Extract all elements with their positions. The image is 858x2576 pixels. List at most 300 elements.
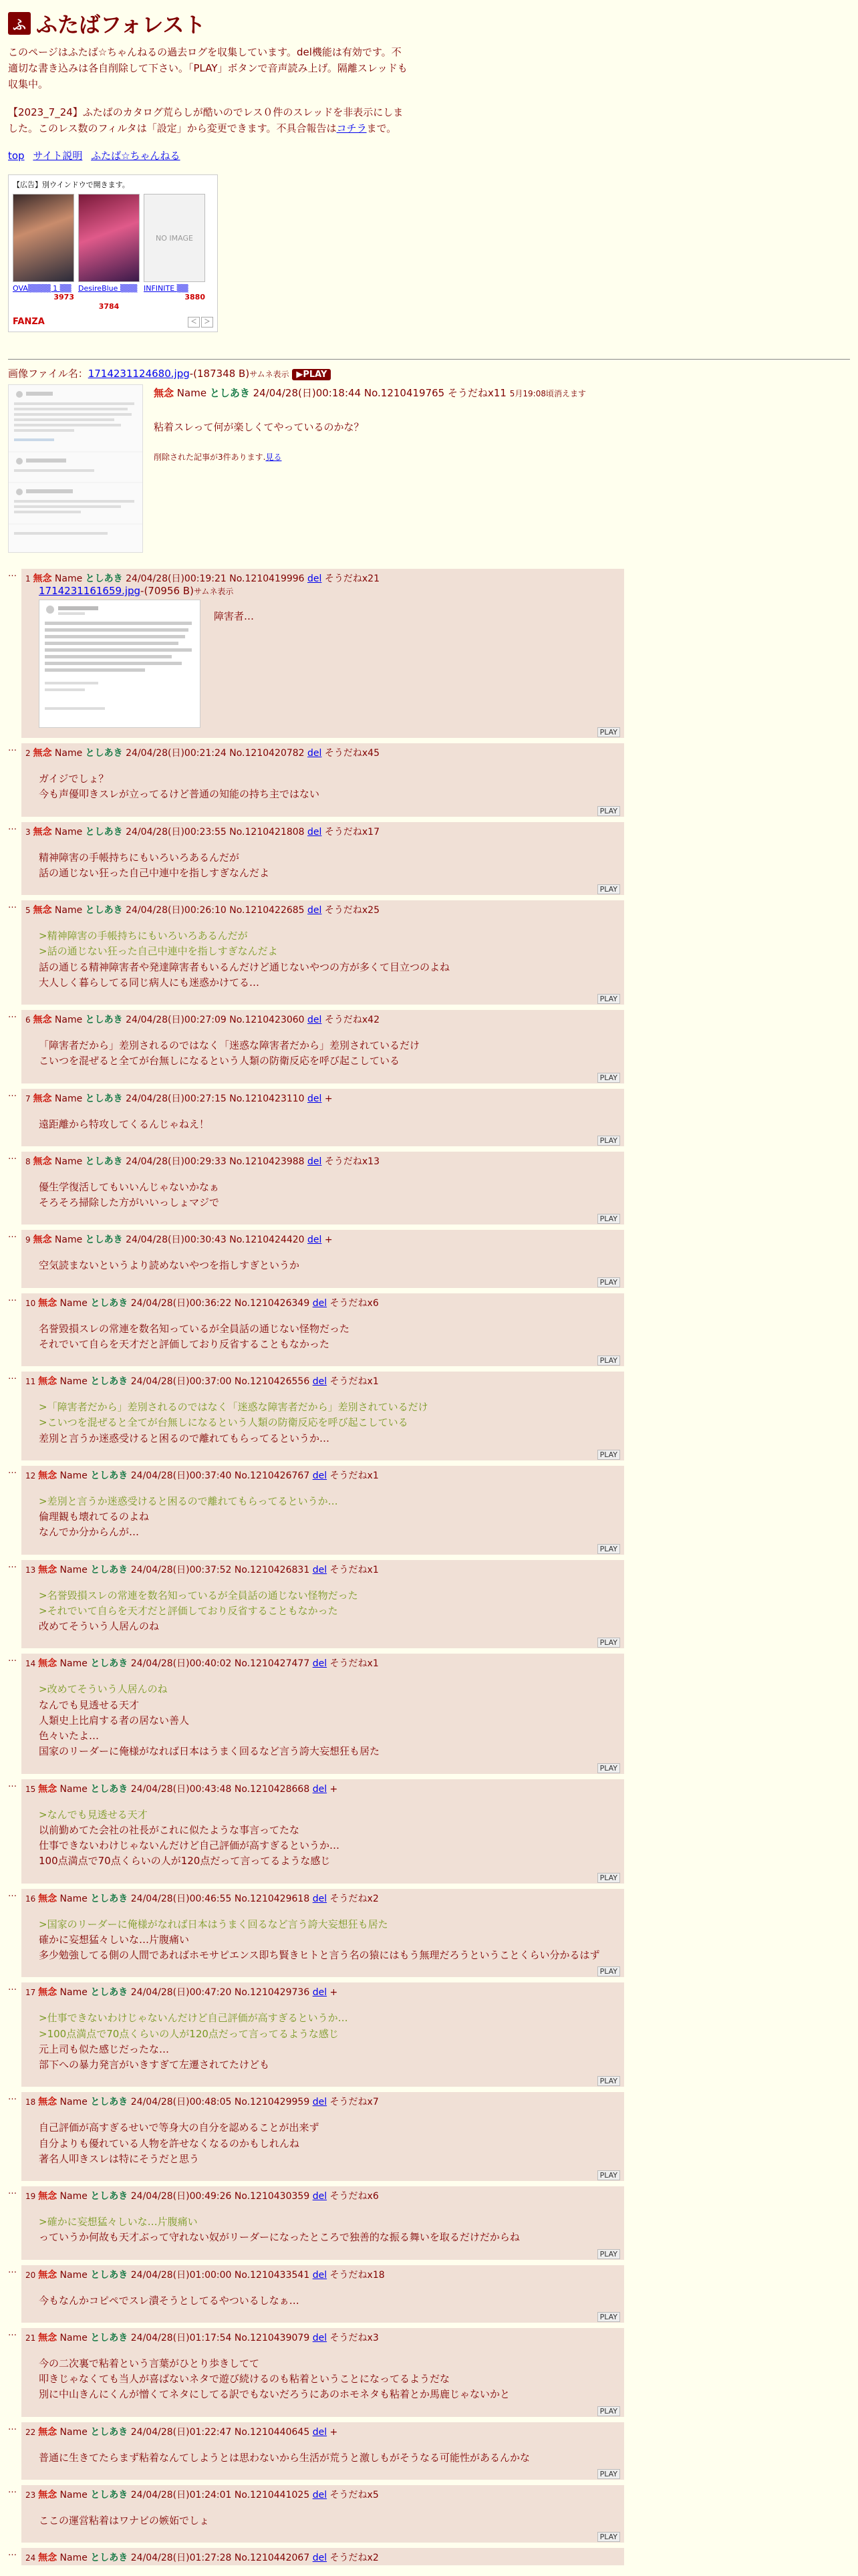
reply-play-button[interactable]: PLAY — [597, 727, 620, 737]
reply-body — [39, 1258, 620, 1273]
reply-name-label: Name — [59, 1893, 88, 1904]
reply-dots: … — [8, 1654, 17, 1664]
reply-name-label: Name — [59, 1297, 88, 1309]
soudane-button[interactable]: + — [324, 1093, 333, 1104]
reply-play-row — [25, 885, 620, 894]
reply-datetime: 24/04/28(日)01:27:28 — [130, 2553, 232, 2563]
reply — [8, 2328, 850, 2417]
reply-dots: … — [8, 821, 17, 832]
site-logo[interactable]: ふ — [8, 12, 31, 35]
soudane-button[interactable]: そうだねx17 — [324, 826, 380, 838]
reply-line: >こいつを混ぜると全てが台無しになるという人類の防衛反応を呼び起こしている — [39, 1416, 408, 1429]
reply-line: 今も声優叩きスレが立ってるけど普通の知能の持ち主ではない — [39, 788, 320, 801]
reply — [8, 1779, 850, 1884]
reply-subject: 無念 — [33, 748, 52, 759]
reply-play-row — [25, 2077, 620, 2085]
soudane-button[interactable]: そうだねx21 — [324, 573, 380, 584]
reply-line: 国家のリーダーに俺様がなれば日本はうまく回るなど言う誇大妄想狂も居た — [39, 1745, 380, 1758]
soudane-button[interactable]: そうだねx25 — [324, 905, 380, 916]
reply-line: 遠距離から特攻してくるんじゃねえ！ — [39, 1118, 210, 1130]
del-link[interactable]: del — [307, 1156, 322, 1167]
ad-item-name[interactable]: DesireBlue ▒▒▒ — [78, 284, 138, 293]
reply-body — [39, 771, 620, 803]
reply-dots: … — [8, 1010, 17, 1020]
reply-header — [25, 825, 620, 838]
reply-post — [21, 1230, 624, 1287]
reply-datetime: 24/04/28(日)00:36:22 — [130, 1297, 232, 1309]
reply-header — [25, 1091, 620, 1105]
reply — [8, 2422, 850, 2480]
soudane-button[interactable]: そうだねx1 — [329, 1470, 379, 1481]
reply-post — [21, 2265, 624, 2323]
site-title: ふたばフォレスト — [36, 12, 206, 37]
reply-list — [8, 569, 850, 2565]
del-link[interactable]: del — [307, 826, 322, 838]
del-link[interactable]: del — [312, 1470, 327, 1481]
reply-play-button[interactable]: PLAY — [597, 994, 620, 1004]
reply-line: 確かに妄想猛々しいな…片腹痛い — [39, 1933, 190, 1946]
reply-line: 差別と言うか迷惑受けると困るので離れてもらってるというか… — [39, 1432, 330, 1444]
reply — [8, 2548, 850, 2565]
op-file-link[interactable]: 1714231124680.jpg — [88, 368, 190, 380]
reply-datetime: 24/04/28(日)00:49:26 — [130, 2191, 232, 2202]
reply — [8, 1293, 850, 1367]
reply-number[interactable]: No.1210429959 — [234, 2097, 310, 2108]
reply-name: としあき — [90, 2269, 128, 2281]
ad-item-name[interactable]: INFINITE ▒▒ — [144, 284, 188, 293]
reply-line: >なんでも見透せる天才 — [39, 1808, 148, 1821]
reply-dots: … — [8, 1230, 17, 1241]
soudane-button[interactable]: そうだねx18 — [329, 2269, 385, 2281]
op-thumbnail[interactable] — [8, 384, 143, 553]
ad-item[interactable] — [78, 194, 140, 311]
reply-header — [25, 2425, 620, 2438]
reply-play-button[interactable]: PLAY — [597, 1544, 620, 1554]
reply — [8, 1010, 850, 1083]
soudane-button[interactable]: そうだねx3 — [329, 2332, 379, 2343]
ad-item[interactable] — [13, 194, 74, 311]
reply-line: >仕事できないわけじゃないんだけど自己評価が高すぎるというか… — [39, 2012, 348, 2025]
reply-header — [25, 571, 620, 585]
reply-header — [25, 1782, 620, 1795]
ad-heading: 【広告】別ウインドウで開きます。 — [13, 180, 130, 189]
reply-dots: … — [8, 1465, 17, 1476]
reply-play-button[interactable]: PLAY — [597, 2312, 620, 2322]
reply — [8, 2265, 850, 2323]
del-link[interactable]: del — [312, 2426, 327, 2438]
reply-line: 名誉毀損スレの常連を数名知っているが全員話の通じない怪物だった — [39, 1322, 350, 1335]
reply-header — [25, 903, 620, 916]
reply-line: 多少勉強してる側の人間であればホモサピエンス即ち賢きヒトと言う名の猿にはもう無理だろうということくらい分かるはず — [39, 1949, 600, 1961]
reply-dots: … — [8, 1982, 17, 1993]
reply-name: としあき — [90, 1987, 128, 1999]
soudane-button[interactable]: そうだねx6 — [329, 2191, 379, 2202]
reply-line: >精神障害の手帳持ちにもいろいろあるんだが — [39, 930, 248, 942]
reply-line: ガイジでしょ？ — [39, 773, 109, 785]
reply-subject: 無念 — [38, 1987, 57, 1999]
reply-subject: 無念 — [38, 1658, 57, 1670]
reply — [8, 1152, 850, 1225]
reply-line: ここの運営粘着はワナビの嫉妬でしょ — [39, 2514, 210, 2527]
reply-name-label: Name — [54, 905, 83, 916]
reply-number[interactable]: No.1210433541 — [234, 2269, 310, 2281]
reply-datetime: 24/04/28(日)00:43:48 — [130, 1783, 232, 1795]
reply-dots: … — [8, 1779, 17, 1789]
reply-name-label: Name — [54, 748, 83, 759]
reply-play-button[interactable]: PLAY — [597, 2406, 620, 2416]
del-link[interactable]: del — [312, 2553, 327, 2563]
reply-play-button[interactable]: PLAY — [597, 1073, 620, 1083]
reply-play-button[interactable]: PLAY — [597, 1873, 620, 1883]
reply-line: 話の通じる精神障害者や発達障害者もいるんだけど通じないやつの方が多くて目立つのよね — [39, 960, 450, 973]
reply-line: >「障害者だから」差別されるのではなく「迷惑な障害者だから」差別されているだけ — [39, 1401, 428, 1413]
reply-body — [39, 1180, 620, 1211]
op-file-line: 画像ファイル名：1714231124680.jpg-(187348 B)サムネ表示 ▶PLAY — [8, 366, 850, 380]
reply-post — [21, 1466, 624, 1555]
reply-body — [39, 2214, 620, 2246]
reply-number[interactable]: No.1210442067 — [234, 2553, 310, 2563]
reply-number[interactable]: No.1210424420 — [229, 1235, 305, 1246]
del-link[interactable]: del — [312, 1658, 327, 1670]
del-link[interactable]: del — [307, 1093, 322, 1104]
reply-play-button[interactable]: PLAY — [597, 2469, 620, 2479]
reply-number[interactable]: No.1210420782 — [229, 748, 305, 759]
soudane-button[interactable]: そうだねx45 — [324, 748, 380, 759]
reply-subject: 無念 — [38, 1893, 57, 1904]
reply-number[interactable]: No.1210426767 — [234, 1470, 310, 1481]
ad-prev-button[interactable]: ＜ — [188, 317, 200, 328]
reply-dots: … — [8, 743, 17, 753]
reply-play-button[interactable]: PLAY — [597, 1966, 620, 1976]
reply-post — [21, 1152, 624, 1225]
bug-report-link[interactable]: コチラ — [336, 122, 367, 134]
ad-thumbnail[interactable] — [13, 194, 74, 282]
reply-number[interactable]: No.1210422685 — [229, 905, 305, 916]
reply-play-button[interactable]: PLAY — [597, 1638, 620, 1648]
reply-header — [25, 1656, 620, 1670]
del-link[interactable]: del — [307, 1015, 322, 1025]
reply-post — [21, 822, 624, 896]
reply-datetime: 24/04/28(日)00:37:40 — [130, 1470, 232, 1481]
op-soudane[interactable]: そうだねx11 — [448, 387, 507, 399]
reply-number[interactable]: No.1210429618 — [234, 1893, 310, 1904]
reply-number[interactable]: No.1210426831 — [234, 1564, 310, 1575]
op-thumbnail-image — [9, 385, 142, 552]
reply-post — [21, 1779, 624, 1884]
reply-number[interactable]: No.1210428668 — [234, 1783, 310, 1795]
reply-dots: … — [8, 2265, 17, 2275]
soudane-button[interactable]: + — [329, 1783, 338, 1795]
del-link[interactable]: del — [312, 1893, 327, 1904]
ad-item-name[interactable]: OVA▒▒▒▒ 1 ▒▒ — [13, 284, 72, 293]
reply-play-row — [25, 2313, 620, 2321]
reply-number[interactable]: No.1210439079 — [234, 2332, 310, 2343]
del-link[interactable]: del — [307, 748, 322, 759]
reply-datetime: 24/04/28(日)00:30:43 — [126, 1235, 227, 1246]
reply-line: 色々いたよ… — [39, 1730, 100, 1742]
reply-line: >名誉毀損スレの常連を数名知っているが全員話の通じない怪物だった — [39, 1589, 358, 1601]
soudane-button[interactable]: そうだねx6 — [329, 1297, 379, 1309]
reply-number[interactable]: No.1210441025 — [234, 2489, 310, 2500]
reply-play-button[interactable]: PLAY — [597, 806, 620, 816]
reply-name: としあき — [90, 1783, 128, 1795]
reply-line: >改めてそういう人居んのね — [39, 1683, 168, 1696]
reply-play-button[interactable]: PLAY — [597, 1136, 620, 1146]
reply-datetime: 24/04/28(日)00:23:55 — [126, 826, 227, 838]
reply-line: 「障害者だから」差別されるのではなく「迷惑な障害者だから」差別されているだけ — [39, 1039, 420, 1051]
reply-thumbnail[interactable] — [39, 600, 200, 728]
reply-header — [25, 1468, 620, 1482]
reply-dots: … — [8, 1088, 17, 1099]
reply-index: 6 — [25, 1015, 33, 1025]
reply-line: っていうか何故も天才ぶって守れない奴がリーダーになったところで独善的な振る舞いを取るだけだからね — [39, 2231, 520, 2244]
ad-item-price: 3784 — [98, 302, 120, 311]
reply-subject: 無念 — [33, 1015, 52, 1025]
soudane-button[interactable]: そうだねx1 — [329, 1564, 379, 1575]
reply-post — [21, 1654, 624, 1773]
reply-play-row — [25, 1073, 620, 1082]
reply-play-button[interactable]: PLAY — [597, 2249, 620, 2259]
reply-number[interactable]: No.1210429736 — [234, 1987, 310, 1999]
reply — [8, 1089, 850, 1146]
reply-subject: 無念 — [38, 1376, 57, 1387]
reply-number[interactable]: No.1210423060 — [229, 1015, 305, 1025]
reply-name: としあき — [85, 1235, 123, 1246]
del-link[interactable]: del — [307, 1235, 322, 1246]
reply-line: >国家のリーダーに俺様がなれば日本はうまく回るなど言う誇大妄想狂も居た — [39, 1918, 388, 1930]
reply-name-label: Name — [59, 2553, 88, 2563]
reply-play-button[interactable]: PLAY — [597, 1450, 620, 1460]
soudane-button[interactable]: そうだねx5 — [329, 2489, 379, 2500]
soudane-button[interactable]: + — [329, 1987, 338, 1999]
reply-play-row — [25, 728, 620, 737]
reply-file-link[interactable]: 1714231161659.jpg — [39, 585, 141, 597]
reply-number[interactable]: No.1210440645 — [234, 2426, 310, 2438]
reply-subject: 無念 — [33, 1156, 52, 1167]
reply-datetime: 24/04/28(日)01:22:47 — [130, 2426, 232, 2438]
reply-dots: … — [8, 1559, 17, 1570]
reply-number[interactable]: No.1210426556 — [234, 1376, 310, 1387]
reply-line: 著名人叩きスレは特にそうだと思う — [39, 2152, 200, 2165]
reply-datetime: 24/04/28(日)00:29:33 — [126, 1156, 227, 1167]
reply-line: それでいて自らを天才だと評価しており反省することもなかった — [39, 1337, 330, 1350]
reply-line: 話の通じない狂った自己中連中を指しすぎなんだよ — [39, 866, 270, 879]
soudane-button[interactable]: そうだねx7 — [329, 2097, 379, 2108]
op-play-button[interactable]: ▶PLAY — [292, 369, 331, 380]
reply-name-label: Name — [54, 573, 83, 584]
reply-body — [39, 2450, 620, 2466]
reply-play-row — [25, 2407, 620, 2416]
reply-dots: … — [8, 2548, 17, 2558]
reply-post — [21, 2422, 624, 2480]
reply-index: 24 — [25, 2553, 39, 2563]
reply — [8, 2485, 850, 2543]
reply-header — [25, 2331, 620, 2344]
del-link[interactable]: del — [312, 1564, 327, 1575]
nav-top-link[interactable]: top — [8, 150, 25, 162]
del-link[interactable]: del — [312, 1987, 327, 1999]
reply-subject: 無念 — [38, 1297, 57, 1309]
reply-play-button[interactable]: PLAY — [597, 1763, 620, 1773]
reply-name: としあき — [85, 1156, 123, 1167]
reply-dots: … — [8, 2092, 17, 2103]
soudane-button[interactable]: そうだねx1 — [329, 1376, 379, 1387]
soudane-button[interactable]: そうだねx2 — [329, 1893, 379, 1904]
del-link[interactable]: del — [312, 2097, 327, 2108]
reply-play-button[interactable]: PLAY — [597, 2170, 620, 2180]
reply-subject: 無念 — [33, 826, 52, 838]
reply-file-line — [39, 585, 620, 597]
del-link[interactable]: del — [312, 2269, 327, 2281]
reply-dots: … — [8, 1888, 17, 1899]
reply — [8, 1466, 850, 1555]
reply-play-button[interactable]: PLAY — [597, 884, 620, 894]
show-deleted-link[interactable]: 見る — [265, 453, 282, 462]
reply-subject: 無念 — [38, 2489, 57, 2500]
reply-datetime: 24/04/28(日)00:27:09 — [126, 1015, 227, 1025]
reply-line: 空気読まないというより読めないやつを指しすぎというか — [39, 1259, 300, 1272]
reply-number[interactable]: No.1210426349 — [234, 1297, 310, 1309]
soudane-button[interactable]: + — [324, 1235, 333, 1246]
reply-name: としあき — [85, 826, 123, 838]
reply-index: 13 — [25, 1565, 39, 1575]
reply-play-button[interactable]: PLAY — [597, 1277, 620, 1287]
reply-index: 18 — [25, 2097, 39, 2107]
reply-header — [25, 1296, 620, 1309]
reply-datetime: 24/04/28(日)00:47:20 — [130, 1987, 232, 1999]
del-link[interactable]: del — [312, 1783, 327, 1795]
reply-name-label: Name — [54, 1093, 83, 1104]
reply-post — [21, 743, 624, 817]
reply-number[interactable]: No.1210427477 — [234, 1658, 310, 1670]
reply-subject: 無念 — [38, 2332, 57, 2343]
reply-name-label: Name — [59, 2332, 88, 2343]
ad-thumbnail[interactable] — [78, 194, 140, 282]
del-link[interactable]: del — [312, 2191, 327, 2202]
reply-body — [39, 1494, 620, 1541]
reply-body — [39, 1400, 620, 1446]
reply-post — [21, 1982, 624, 2087]
reply-datetime: 24/04/28(日)00:37:52 — [130, 1564, 232, 1575]
reply-name: としあき — [90, 1893, 128, 1904]
reply — [8, 743, 850, 817]
reply-post — [21, 1089, 624, 1146]
reply-play-row — [25, 1967, 620, 1976]
reply-number[interactable]: No.1210430359 — [234, 2191, 310, 2202]
reply-name-label: Name — [59, 1658, 88, 1670]
reply-index: 11 — [25, 1377, 39, 1386]
soudane-button[interactable]: そうだねx1 — [329, 1658, 379, 1670]
ad-item[interactable] — [144, 194, 205, 311]
reply-play-row — [25, 2250, 620, 2259]
del-link[interactable]: del — [307, 905, 322, 916]
reply-line: 自己評価が高すぎるせいで等身大の自分を認めることが出来ず — [39, 2121, 319, 2134]
reply-index: 21 — [25, 2333, 39, 2343]
reply-play-row — [25, 1450, 620, 1459]
reply-line: >100点満点で70点くらいの人が120点だって言ってるような感じ — [39, 2027, 339, 2040]
reply-name: としあき — [90, 2097, 128, 2108]
reply-body — [214, 609, 254, 724]
soudane-button[interactable]: そうだねx2 — [329, 2553, 379, 2563]
reply-play-button[interactable]: PLAY — [597, 1214, 620, 1224]
ad-next-button[interactable]: ＞ — [201, 317, 213, 328]
reply-dots: … — [8, 2327, 17, 2338]
reply-post — [21, 2092, 624, 2181]
reply-dots: … — [8, 900, 17, 910]
reply-datetime: 24/04/28(日)00:40:02 — [130, 1658, 232, 1670]
reply-subject: 無念 — [38, 2426, 57, 2438]
reply-play-button[interactable]: PLAY — [597, 1356, 620, 1366]
reply-number[interactable]: No.1210423110 — [229, 1093, 305, 1104]
reply-name: としあき — [85, 573, 123, 584]
reply-number[interactable]: No.1210419996 — [229, 573, 305, 584]
reply-datetime: 24/04/28(日)01:00:00 — [130, 2269, 232, 2281]
reply-datetime: 24/04/28(日)00:21:24 — [126, 748, 227, 759]
reply-line: なんでか分からんが… — [39, 1526, 140, 1539]
soudane-button[interactable]: そうだねx13 — [324, 1156, 380, 1167]
del-link[interactable]: del — [312, 1297, 327, 1309]
reply-body — [39, 1038, 620, 1069]
reply-index: 9 — [25, 1235, 33, 1245]
reply-name-label: Name — [54, 826, 83, 838]
reply-dots: … — [8, 2484, 17, 2495]
reply-index: 5 — [25, 906, 33, 915]
reply-name: としあき — [90, 2553, 128, 2563]
reply-number[interactable]: No.1210421808 — [229, 826, 305, 838]
fanza-logo[interactable]: FANZA — [13, 317, 45, 327]
reply-post — [21, 2328, 624, 2417]
reply-header — [25, 2095, 620, 2108]
del-link[interactable]: del — [312, 1376, 327, 1387]
del-link[interactable]: del — [312, 2332, 327, 2343]
reply-header — [25, 1154, 620, 1168]
reply-body — [39, 1321, 620, 1353]
reply-name-label: Name — [54, 1015, 83, 1025]
reply-dots: … — [8, 2422, 17, 2432]
reply-play-row — [25, 995, 620, 1003]
nav-about-link[interactable]: サイト説明 — [33, 150, 83, 162]
reply-header — [25, 2268, 620, 2281]
reply-play-button[interactable]: PLAY — [597, 2076, 620, 2086]
reply-body — [39, 1588, 620, 1635]
ad-item-price: 3880 — [184, 293, 205, 301]
reply-play-row — [25, 1214, 620, 1223]
soudane-button[interactable]: そうだねx42 — [324, 1015, 380, 1025]
reply-subject: 無念 — [33, 1093, 52, 1104]
del-link[interactable]: del — [312, 2489, 327, 2500]
soudane-button[interactable]: + — [329, 2426, 338, 2438]
reply-play-row — [25, 1638, 620, 1647]
reply-post — [21, 569, 624, 738]
reply-number[interactable]: No.1210423988 — [229, 1156, 305, 1167]
reply-subject: 無念 — [38, 2553, 57, 2563]
reply-subject: 無念 — [38, 2191, 57, 2202]
reply-line: 倫理観も壊れてるのよね — [39, 1511, 150, 1523]
nav-futaba-link[interactable]: ふたば☆ちゃんねる — [91, 150, 180, 162]
reply-line: 自分よりも優れている人物を許せなくなるのかもしれんね — [39, 2137, 300, 2150]
reply-header — [25, 1985, 620, 1999]
reply-datetime: 24/04/28(日)00:48:05 — [130, 2097, 232, 2108]
ad-thumbnail[interactable]: NO IMAGE — [144, 194, 205, 282]
del-link[interactable]: del — [307, 573, 322, 584]
reply — [8, 822, 850, 896]
reply-header — [25, 746, 620, 759]
reply-play-row — [25, 1764, 620, 1773]
reply-file-info: -(70956 B) — [140, 585, 194, 597]
reply-name: としあき — [90, 2332, 128, 2343]
reply-name-label: Name — [59, 2097, 88, 2108]
reply-play-button[interactable]: PLAY — [597, 2532, 620, 2542]
